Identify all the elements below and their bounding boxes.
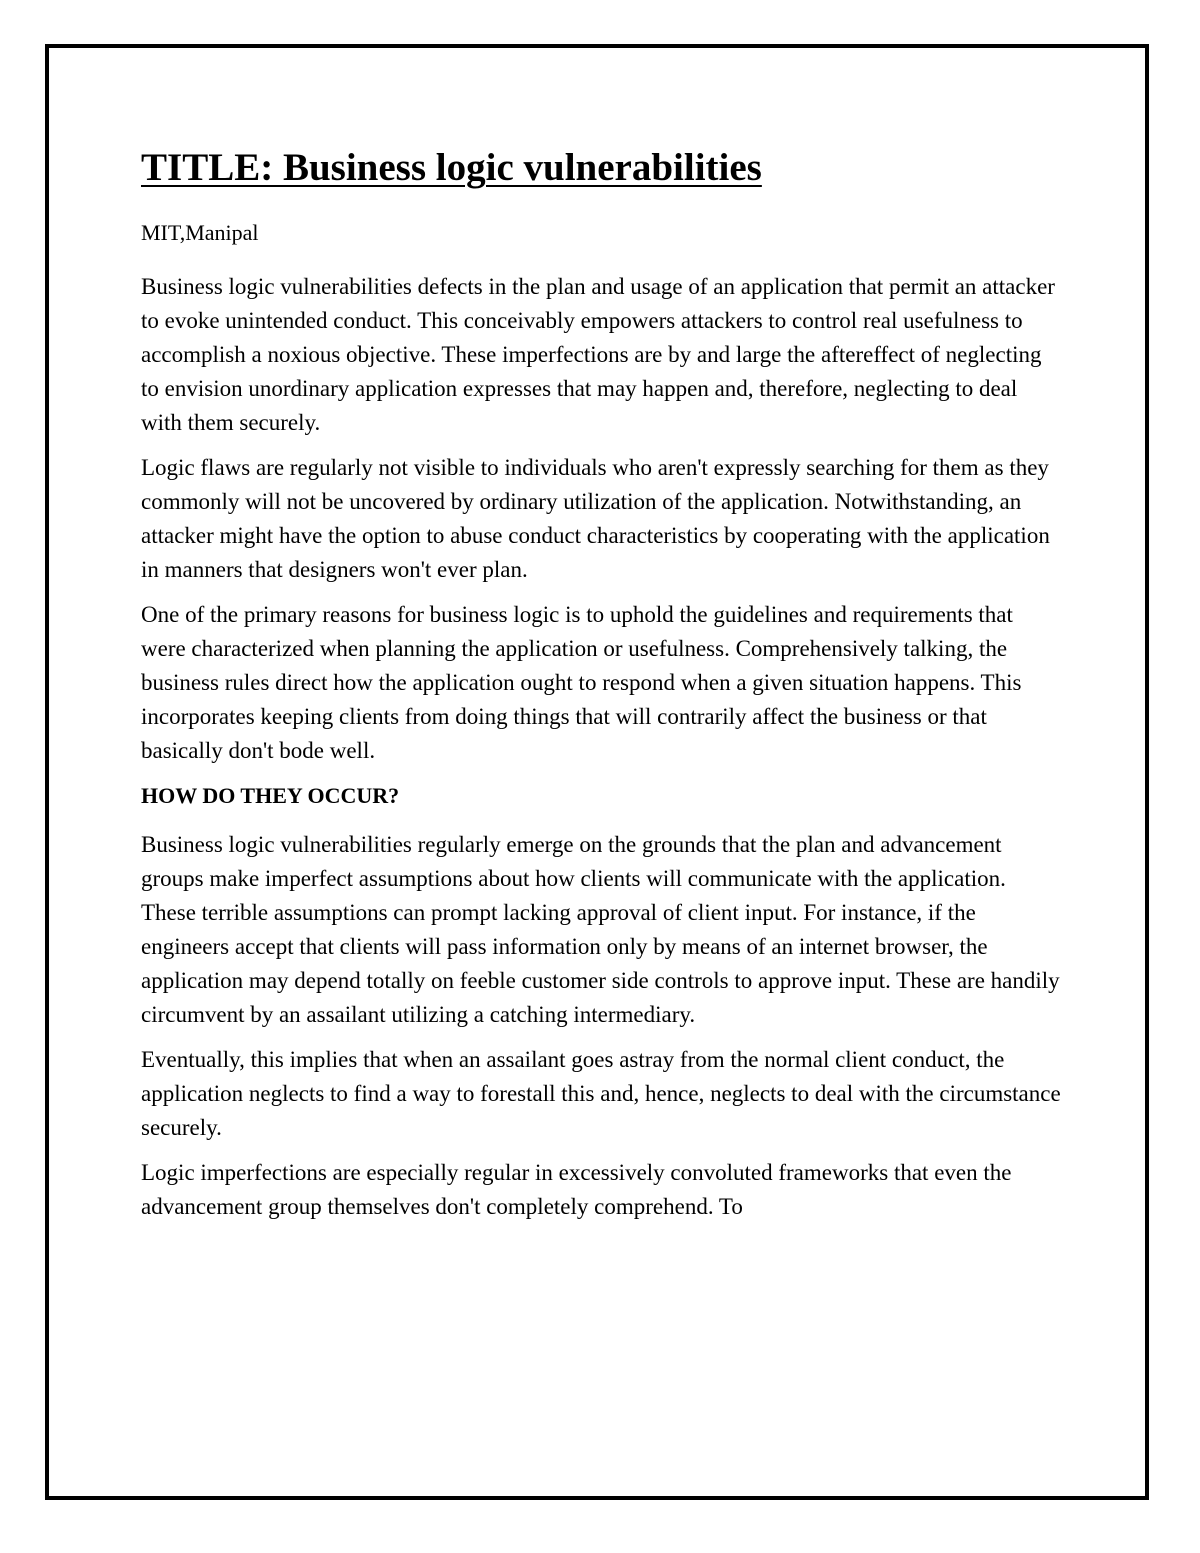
paragraph: Business logic vulnerabilities defects in the plan and usage of an application that permit an attacker to evoke unintended conduct. This conceivably empowers attackers to control real usefulness to accomplish a noxious objective. These imperfections are by and large the aftereffect of neglecting to envision unordinary application expresses that may happen and, therefore, neglecting to deal with them securely.: [141, 274, 1055, 435]
document-body: [141, 142, 1061, 1235]
section-heading: HOW DO THEY OCCUR?: [141, 783, 400, 808]
document-title: TITLE: Business logic vulnerabilities: [141, 146, 762, 189]
affiliation: MIT,Manipal: [141, 220, 259, 245]
paragraph: Logic flaws are regularly not visible to individuals who aren't expressly searching for them as they commonly will not be uncovered by ordinary utilization of the application. Notwithstanding, an attacker might have the option to abuse conduct characteristics by cooperating with the application in manners that designers won't ever plan.: [141, 455, 1050, 582]
paragraph: Business logic vulnerabilities regularly emerge on the grounds that the plan and advancement groups make imperfect assumptions about how clients will communicate with the application. These terrible assumptions can prompt lacking approval of client input. For instance, if the engineers accept that clients will pass information only by means of an internet browser, the application may depend totally on feeble customer side controls to approve input. These are handily circumvent by an assailant utilizing a catching intermediary.: [141, 832, 1060, 1027]
paragraph: Eventually, this implies that when an assailant goes astray from the normal client conduct, the application neglects to find a way to forestall this and, hence, neglects to deal with the circumstance securely.: [141, 1047, 1061, 1140]
paragraph: One of the primary reasons for business logic is to uphold the guidelines and requirements that were characterized when planning the application or usefulness. Comprehensively talking, the business rules direct how the application ought to respond when a given situation happens. This incorporates keeping clients from doing things that will contrarily affect the business or that basically don't bode well.: [141, 602, 1022, 763]
paragraph: Logic imperfections are especially regular in excessively convoluted frameworks that even the advancement group themselves don't completely comprehend. To: [141, 1160, 1012, 1219]
